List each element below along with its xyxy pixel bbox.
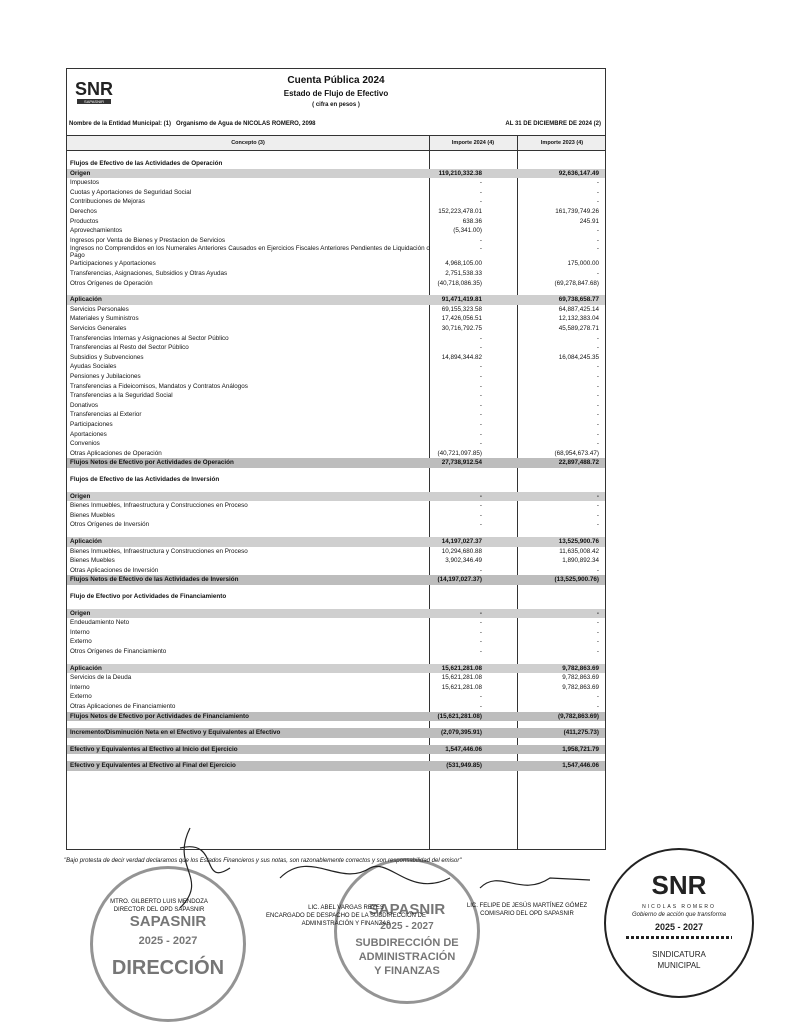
concept-cell: Aplicación [70, 538, 102, 545]
row-spacer [67, 485, 605, 492]
row-spacer [67, 602, 605, 609]
amount-2024-cell: - [479, 334, 482, 342]
amount-2023-cell: 1,547,446.06 [562, 762, 599, 770]
signature-director [180, 828, 230, 908]
amount-2023-cell: 69,738,658.77 [558, 296, 599, 304]
amount-2023-cell: - [596, 693, 599, 701]
table-row [67, 236, 605, 246]
amount-2023-cell: - [596, 236, 599, 244]
amount-2023-cell: 11,635,008.42 [559, 547, 599, 555]
amount-2024-cell: - [479, 382, 482, 390]
amount-2023-cell: 12,132,383.04 [558, 315, 599, 323]
row-spacer [67, 288, 605, 295]
concept-cell: Otros Orígenes de Operación [70, 279, 153, 287]
concept-cell: Flujos de Efectivo de las Actividades de Inversión [70, 476, 220, 483]
table-row [67, 391, 605, 401]
amount-2024-cell: 119,210,332.38 [438, 169, 482, 177]
concept-cell: Origen [70, 169, 91, 177]
amount-2024-cell: - [479, 648, 482, 655]
amount-2023-cell: (69,278,847.68) [554, 279, 599, 287]
table-row [67, 410, 605, 420]
table-row [67, 420, 605, 430]
report-period: AL 31 DE DICIEMBRE DE 2024 (2) [505, 121, 601, 127]
concept-cell: Cuotas y Aportaciones de Seguridad Social [70, 188, 192, 196]
row-spacer [67, 585, 605, 592]
row-spacer [67, 468, 605, 475]
amount-2024-cell: 1,547,446.06 [445, 745, 482, 753]
concept-cell: Transferencias a Fideicomisos, Mandatos y Contratos Análogos [70, 382, 248, 390]
concept-cell: Participaciones [70, 421, 113, 428]
subtotal-row [67, 537, 605, 547]
amount-2024-cell: (40,718,086.35) [437, 279, 482, 287]
amount-2023-cell: - [596, 492, 599, 500]
stamp-logo: SAPASNIR [129, 913, 207, 930]
amount-2023-cell: - [596, 521, 599, 529]
amount-2023-cell: 1,890,892.34 [562, 557, 599, 565]
amount-2023-cell: (411,275.73) [563, 729, 599, 737]
concept-cell: Externo [70, 638, 92, 646]
table-row [67, 673, 605, 683]
stamp-label: DIRECCIÓN [111, 957, 225, 979]
amount-2023-cell: (68,954,673.47) [554, 449, 599, 457]
signature-block [246, 904, 446, 928]
concept-cell: Contribuciones de Mejoras [70, 198, 145, 206]
concept-cell: Bienes Muebles [70, 557, 115, 565]
signer-name: MTRO. GILBERTO LUIS MENDOZA [110, 899, 208, 905]
amount-2024-cell: 14,197,027.37 [441, 538, 482, 545]
amount-2024-cell: - [479, 693, 482, 701]
statement-sheet [66, 68, 606, 850]
table-row [67, 279, 605, 289]
amount-2023-cell: 9,782,863.69 [562, 664, 599, 672]
concept-cell: Transferencias a la Seguridad Social [70, 392, 173, 400]
amount-2023-cell: - [596, 638, 599, 646]
amount-2024-cell: 2,751,538.33 [445, 270, 482, 277]
table-row [67, 618, 605, 628]
table-row [67, 178, 605, 188]
amount-2023-cell: - [596, 245, 599, 253]
concept-cell: Otros Orígenes de Inversión [70, 521, 150, 529]
amount-2024-cell: 4,968,105.00 [445, 260, 482, 268]
section-heading [67, 592, 605, 602]
stamp-town: NICOLAS ROMERO [642, 904, 716, 910]
concept-cell: Interno [70, 683, 90, 691]
amount-2024-cell: (531,949.85) [446, 762, 482, 770]
table-row [67, 702, 605, 712]
amount-2023-cell: 1,958,721.79 [562, 745, 599, 753]
amount-2024-cell: - [479, 703, 482, 710]
concept-cell: Materiales y Suministros [70, 315, 139, 323]
table-row [67, 430, 605, 440]
section-heading [67, 475, 605, 485]
concept-cell: Flujos de Efectivo de las Actividades de Operación [70, 160, 223, 167]
amount-2024-cell: - [479, 373, 482, 380]
table-row [67, 197, 605, 207]
table-row [67, 226, 605, 236]
concept-cell: Pensiones y Jubilaciones [70, 373, 141, 380]
col-concept: Concepto (3) [231, 140, 265, 146]
table-row [67, 628, 605, 638]
signature-subdirector [280, 866, 450, 883]
total-row [67, 458, 605, 468]
amount-2023-cell: - [596, 440, 599, 448]
amount-2023-cell: - [596, 411, 599, 419]
amount-2024-cell: - [479, 492, 482, 500]
table-row [67, 566, 605, 576]
amount-2024-cell: - [479, 392, 482, 400]
amount-2024-cell: 27,738,912.54 [441, 459, 482, 467]
amount-2024-cell: - [479, 401, 482, 409]
total-row [67, 712, 605, 722]
amount-2024-cell: - [479, 628, 482, 636]
table-row [67, 683, 605, 693]
concept-cell: Donativos [70, 401, 99, 409]
concept-cell: Flujos Netos de Efectivo por Actividades de Operación [70, 459, 234, 467]
amount-2023-cell: 161,739,749.26 [555, 208, 599, 215]
row-spacer [67, 657, 605, 664]
amount-2024-cell: (2,079,395.91) [441, 729, 482, 737]
amount-2023-cell: - [596, 270, 599, 277]
row-spacer [67, 754, 605, 761]
amount-2024-cell: - [479, 430, 482, 438]
amount-2024-cell: 15,621,281.08 [441, 683, 482, 691]
logo-sub: SAPASNIR [84, 99, 104, 104]
amount-2023-cell: - [596, 188, 599, 196]
sindicatura-stamp [604, 848, 754, 998]
concept-cell: Bienes Inmuebles, Infraestructura y Construcciones en Proceso [70, 547, 248, 555]
amount-2023-cell: 175,000.00 [567, 260, 599, 268]
entity-label: Nombre de la Entidad Municipal: (1) [69, 121, 172, 127]
amount-2024-cell: 15,621,281.08 [441, 664, 482, 672]
table-row [67, 520, 605, 530]
amount-2023-cell: - [596, 566, 599, 574]
concept-cell: Derechos [70, 208, 97, 215]
table-row [67, 259, 605, 269]
concept-cell: Flujos Netos de Efectivo por Actividades de Financiamiento [70, 712, 249, 720]
amount-2024-cell: - [479, 188, 482, 196]
table-row [67, 362, 605, 372]
amount-2024-cell: - [479, 511, 482, 519]
amount-2023-cell: - [596, 198, 599, 206]
concept-cell: Transferencias, Asignaciones, Subsidios y Otras Ayudas [70, 270, 228, 277]
amount-2024-cell: 638.36 [462, 217, 482, 225]
amount-2024-cell: (40,721,097.85) [437, 449, 482, 457]
amount-2024-cell: 152,223,478.01 [438, 208, 482, 215]
concept-cell: Flujo de Efectivo por Actividades de Financiamiento [70, 593, 227, 600]
concept-cell: Externo [70, 693, 92, 701]
table-row [67, 449, 605, 459]
amount-2023-cell: - [596, 382, 599, 390]
amount-2023-cell: 9,782,863.69 [562, 674, 599, 682]
table-row [67, 305, 605, 315]
table-row [67, 353, 605, 363]
report-unit: ( cifra en pesos ) [312, 102, 360, 108]
table-row [67, 547, 605, 557]
amount-2023-cell: - [596, 392, 599, 400]
amount-2023-cell: - [596, 430, 599, 438]
subtotal-row [67, 492, 605, 502]
table-row [67, 439, 605, 449]
concept-cell: Efectivo y Equivalentes al Efectivo al Final del Ejercicio [70, 762, 236, 770]
signer-role: COMISARIO DEL OPD SAPASNIR [480, 911, 574, 917]
amount-2023-cell: 64,887,425.14 [558, 305, 599, 313]
amount-2023-cell: - [596, 363, 599, 371]
table-row [67, 343, 605, 353]
amount-2023-cell: 16,084,245.35 [558, 353, 599, 361]
amount-2023-cell: - [596, 334, 599, 342]
subtotal-row [67, 295, 605, 305]
amount-2023-cell: - [596, 619, 599, 627]
amount-2023-cell: - [596, 421, 599, 428]
table-row [67, 314, 605, 324]
concept-cell: Otras Aplicaciones de Operación [70, 449, 162, 457]
amount-2024-cell: 17,426,056.51 [441, 315, 482, 323]
stamp-label: ADMINISTRACIÓN [358, 951, 456, 963]
column-header [67, 135, 605, 151]
amount-2024-cell: - [479, 566, 482, 574]
subtotal-row [67, 664, 605, 674]
concept-cell: Servicios Generales [70, 325, 127, 332]
table-row [67, 501, 605, 511]
amount-2023-cell: 13,525,900.76 [558, 538, 599, 545]
stamp-pattern [626, 936, 732, 939]
table-row [67, 556, 605, 566]
disclaimer-note: "Bajo protesta de decir verdad declaramos que los Estados Financieros y sus notas, son razonablemente correctos y son responsabilidad del emisor" [64, 858, 462, 864]
table-row [67, 217, 605, 227]
concept-cell: Otros Orígenes de Financiamiento [70, 648, 167, 655]
amount-2023-cell: 45,589,278.71 [558, 325, 599, 332]
concept-cell: Aplicación [70, 664, 102, 672]
amount-2024-cell: - [479, 619, 482, 627]
concept-cell: Interno [70, 628, 90, 636]
total-row [67, 745, 605, 755]
amount-2023-cell: 22,897,488.72 [558, 459, 599, 467]
signature-block [84, 898, 234, 914]
concept-cell: Productos [70, 217, 99, 225]
amount-2024-cell: (15,621,281.08) [437, 712, 482, 720]
col-2024: Importe 2024 (4) [451, 140, 495, 146]
signer-role: ENCARGADO DE DESPACHO DE LA SUBDIRECCIÓN DE ADMINISTRACIÓN Y FINANZAS [266, 913, 426, 927]
concept-cell: Otras Aplicaciones de Financiamiento [70, 703, 176, 710]
row-spacer [67, 738, 605, 745]
amount-2023-cell: - [596, 648, 599, 655]
report-header [67, 69, 605, 117]
signature-comisario [480, 878, 590, 888]
table-row [67, 692, 605, 702]
amount-2024-cell: - [479, 502, 482, 510]
concept-cell: Ingresos por Venta de Bienes y Prestacion de Servicios [70, 236, 226, 244]
stamp-years: 2025 - 2027 [138, 935, 198, 947]
row-spacer [67, 530, 605, 537]
table-row [67, 511, 605, 521]
amount-2024-cell: - [479, 179, 482, 187]
amount-2023-cell: 245.91 [579, 217, 599, 225]
concept-cell: Bienes Inmuebles, Infraestructura y Construcciones en Proceso [70, 502, 248, 510]
amount-2023-cell: - [596, 373, 599, 380]
amount-2024-cell: 69,155,323.58 [441, 305, 482, 313]
entity-name: Organismo de Agua de NICOLAS ROMERO, 2098 [176, 121, 316, 127]
concept-cell: Participaciones y Aportaciones [70, 260, 156, 268]
table-row [67, 401, 605, 411]
amount-2024-cell: - [479, 440, 482, 448]
stamp-label: Y FINANZAS [374, 965, 440, 977]
amount-2024-cell: (14,197,027.37) [437, 576, 482, 584]
entity-line [67, 119, 605, 131]
amount-2023-cell: - [596, 609, 599, 617]
concept-cell: Otras Aplicaciones de Inversión [70, 566, 159, 574]
amount-2024-cell: - [479, 638, 482, 646]
amount-2024-cell: 10,294,680.88 [441, 547, 482, 555]
signature-block [452, 902, 602, 918]
concept-cell: Transferencias Internas y Asignaciones al Sector Público [70, 334, 229, 342]
total-row [67, 728, 605, 738]
amount-2024-cell: 30,716,792.75 [441, 325, 482, 332]
amount-2024-cell: - [479, 421, 482, 428]
amount-2023-cell: - [596, 401, 599, 409]
table-row [67, 245, 605, 259]
amount-2023-cell: (9,782,863.69) [558, 712, 599, 720]
subtotal-row [67, 169, 605, 179]
amount-2024-cell: - [479, 609, 482, 617]
concept-cell: Impuestos [70, 179, 100, 187]
amount-2024-cell: - [479, 363, 482, 371]
amount-2024-cell: - [479, 521, 482, 529]
amount-2023-cell: - [596, 179, 599, 187]
concept-cell: Endeudamiento Neto [70, 619, 130, 627]
amount-2023-cell: (13,525,900.76) [554, 576, 599, 584]
table-row [67, 334, 605, 344]
concept-cell: Convenios [70, 440, 100, 448]
concept-cell: Servicios Personales [70, 305, 129, 313]
report-subtitle: Estado de Flujo de Efectivo [283, 89, 389, 98]
concept-cell: Transferencias al Resto del Sector Público [70, 344, 189, 352]
amount-2023-cell: - [596, 628, 599, 636]
stamp-slogan: Gobierno de acción que transforma [631, 912, 727, 918]
stamp-label: SINDICATURA [652, 950, 706, 959]
table-row [67, 637, 605, 647]
row-spacer [67, 721, 605, 728]
concept-cell: Aportaciones [70, 430, 107, 438]
stamp-logo: SNR [651, 870, 707, 900]
amount-2024-cell: 15,621,281.08 [441, 674, 482, 682]
table-row [67, 269, 605, 279]
amount-2023-cell: - [596, 502, 599, 510]
table-row [67, 188, 605, 198]
concept-cell: Ayudas Sociales [70, 363, 117, 371]
table-row [67, 324, 605, 334]
subtotal-row [67, 609, 605, 619]
amount-2024-cell: 3,902,346.49 [445, 557, 482, 565]
concept-cell: Origen [70, 492, 91, 500]
report-title: Cuenta Pública 2024 [287, 75, 385, 86]
amount-2023-cell: 92,636,147.49 [558, 169, 599, 177]
concept-cell: Flujos Netos de Efectivo de las Actividades de Inversión [70, 576, 239, 584]
stamp-logo: SAPASNIR [368, 901, 446, 918]
signer-name: LIC. FELIPE DE JESÚS MARTÍNEZ GÓMEZ [466, 903, 588, 909]
stamp-years: 2025 - 2027 [654, 922, 704, 932]
concept-cell: Servicios de la Deuda [70, 674, 132, 682]
concept-cell: Aprovechamientos [70, 227, 123, 235]
concept-cell: Ingresos no Comprendidos en los Numerales Anteriores Causados en Ejercicios Fiscales Anteriores Pendientes de Liquidación o Pago [70, 245, 430, 260]
amount-2023-cell: - [596, 511, 599, 519]
total-row [67, 761, 605, 771]
total-row [67, 575, 605, 585]
amount-2024-cell: (5,341.00) [453, 227, 482, 235]
concept-cell: Subsidios y Subvenciones [70, 353, 144, 361]
signer-role: DIRECTOR DEL OPD SAPASNIR [113, 907, 205, 913]
col-2023: Importe 2023 (4) [540, 140, 584, 146]
section-heading [67, 159, 605, 169]
stamp-label: MUNICIPAL [657, 961, 701, 970]
amount-2024-cell: - [479, 245, 482, 253]
amount-2024-cell: - [479, 236, 482, 244]
concept-cell: Transferencias al Exterior [70, 411, 142, 419]
amount-2024-cell: - [479, 344, 482, 352]
stamp-years: 2025 - 2027 [380, 921, 434, 932]
concept-cell: Bienes Muebles [70, 511, 115, 519]
amount-2024-cell: - [479, 198, 482, 206]
amount-2023-cell: - [596, 227, 599, 235]
table-row [67, 647, 605, 657]
stamp-label: SUBDIRECCIÓN DE [355, 937, 459, 949]
concept-cell: Aplicación [70, 296, 102, 304]
logo-mark: SNR [74, 79, 114, 99]
amount-2024-cell: 14,894,344.82 [441, 353, 482, 361]
concept-cell: Incremento/Disminución Neta en el Efectivo y Equivalentes al Efectivo [70, 729, 281, 737]
amount-2024-cell: - [479, 411, 482, 419]
table-row [67, 207, 605, 217]
table-row [67, 372, 605, 382]
concept-cell: Efectivo y Equivalentes al Efectivo al Inicio del Ejercicio [70, 745, 238, 753]
amount-2024-cell: 91,471,419.81 [441, 296, 482, 304]
concept-cell: Origen [70, 609, 91, 617]
table-row [67, 382, 605, 392]
amount-2023-cell: - [596, 344, 599, 352]
amount-2023-cell: - [596, 703, 599, 710]
amount-2023-cell: 9,782,863.69 [562, 683, 599, 691]
signer-name: LIC. ABEL VARGAS REYES [308, 905, 384, 911]
